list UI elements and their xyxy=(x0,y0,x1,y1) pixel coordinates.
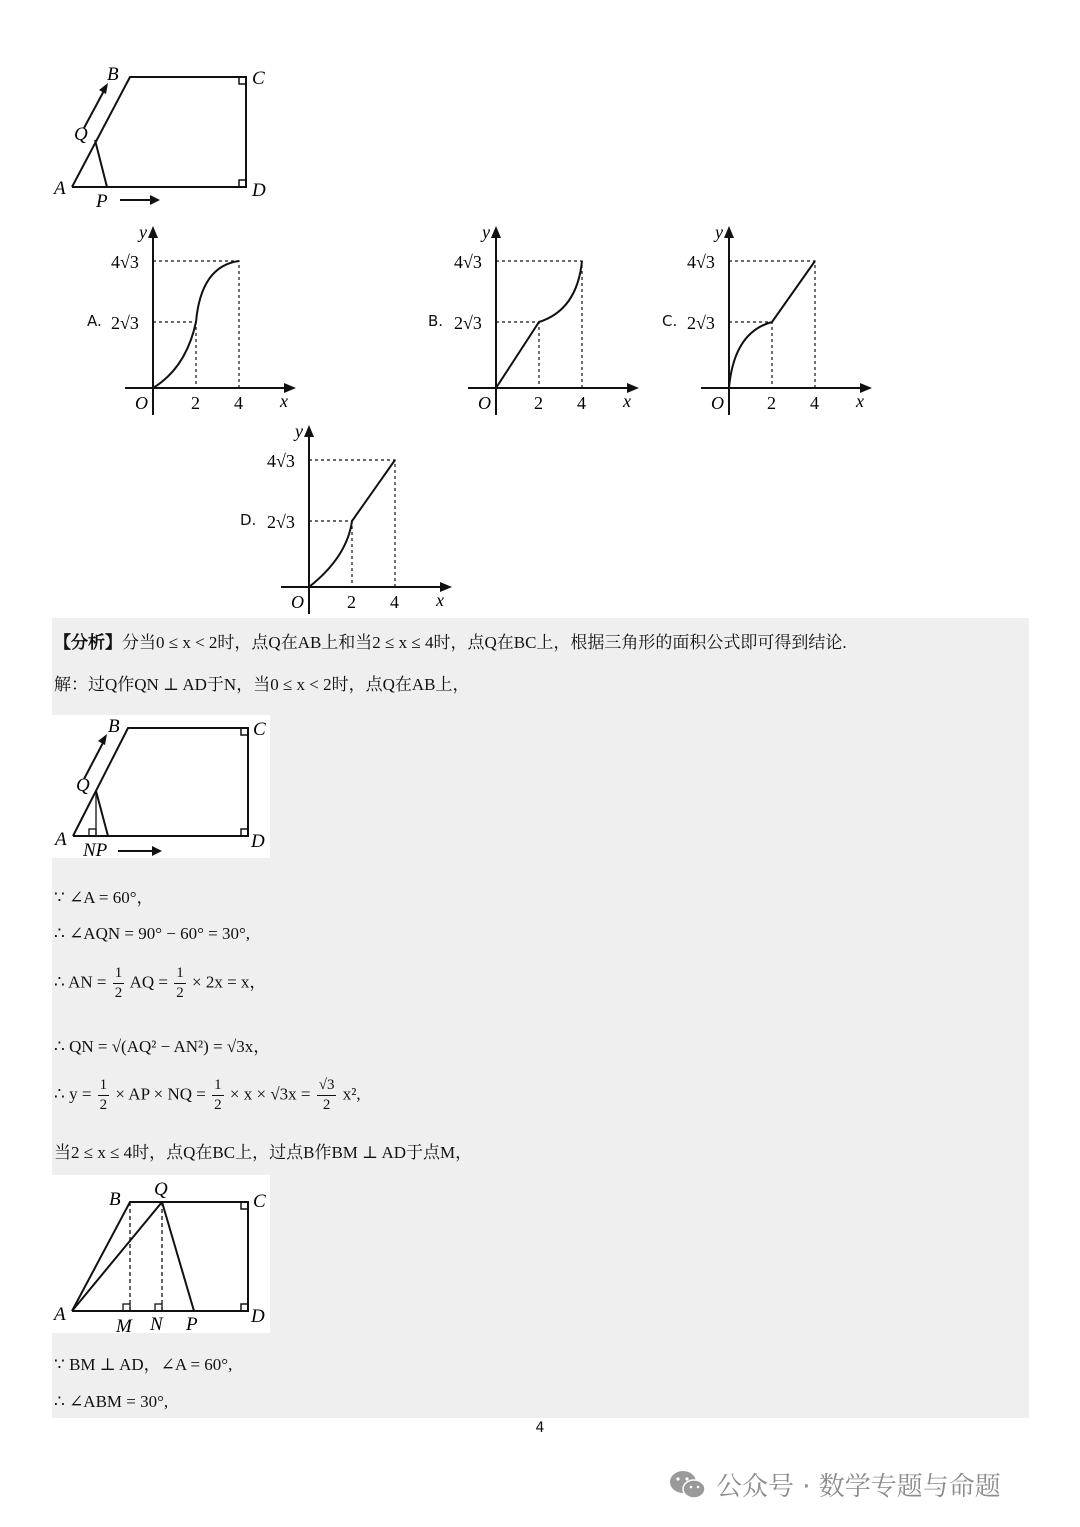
fraction-half: $\frac{1}{2}$ xyxy=(99,1077,108,1113)
option-b-label[interactable]: B. xyxy=(428,312,444,330)
label-a: A xyxy=(54,178,66,199)
guide-2 xyxy=(153,322,196,388)
tick-label-y-top: 4√3 xyxy=(267,451,295,471)
fraction-half: $\frac{1}{2}$ xyxy=(214,1077,222,1113)
label-np: NP xyxy=(83,840,108,858)
tick-label-x-4: 4 xyxy=(810,393,819,413)
label-b: B xyxy=(108,716,120,737)
label-b: B xyxy=(109,1189,121,1210)
label-d: D xyxy=(251,1306,265,1327)
x-axis-label: x xyxy=(856,391,864,411)
option-c-label[interactable]: C. xyxy=(662,312,678,330)
figure-trapezoid-case2 xyxy=(52,1175,270,1333)
label-q: Q xyxy=(154,1179,168,1200)
label-m: M xyxy=(116,1316,132,1333)
label-n: N xyxy=(150,1314,163,1333)
tick-label-x-4: 4 xyxy=(577,393,586,413)
option-a-label[interactable]: A. xyxy=(87,312,102,330)
solution-line-1: 解：过Q作QN ⊥ AD于N，当0 ≤ x < 2时，点Q在AB上， xyxy=(54,675,470,694)
x-axis-label: x xyxy=(623,391,631,411)
tick-label-x-2: 2 xyxy=(767,393,776,413)
tick-label-x-2: 2 xyxy=(534,393,543,413)
y-axis-arrow xyxy=(304,425,314,437)
label-c: C xyxy=(253,719,266,740)
x-axis-label: x xyxy=(436,590,444,610)
tick-label-y-mid: 2√3 xyxy=(687,313,715,333)
wechat-icon xyxy=(668,1469,708,1501)
function-curve xyxy=(729,261,815,388)
label-d: D xyxy=(251,831,265,852)
figure-trapezoid-main xyxy=(50,60,280,215)
figure-trapezoid-case1 xyxy=(52,715,270,858)
tick-label-x-4: 4 xyxy=(234,393,243,413)
function-curve xyxy=(496,261,582,388)
y-axis-label: y xyxy=(715,222,723,242)
tick-label-x-4: 4 xyxy=(390,592,399,612)
function-curve xyxy=(153,261,239,388)
solution-line-5: ∴ QN = √(AQ² − AN²) = √3x， xyxy=(54,1037,271,1056)
footer-text: 公众号 · 数学专题与命题 xyxy=(716,1472,1001,1502)
option-b-graph xyxy=(453,220,643,415)
option-a-graph xyxy=(110,220,300,415)
tick-label-x-2: 2 xyxy=(347,592,356,612)
option-c-graph xyxy=(686,220,876,415)
fraction-sqrt3-half: $\frac{√3}{2}$ xyxy=(318,1077,335,1113)
tick-label-y-mid: 2√3 xyxy=(267,512,295,532)
page-number: 4 xyxy=(535,1420,545,1436)
label-q: Q xyxy=(74,124,88,145)
analysis-text: 分当0 ≤ x < 2时，点Q在AB上和当2 ≤ x ≤ 4时，点Q在BC上，根据三角形的面积公式即可得到结论. xyxy=(122,633,847,652)
label-p: P xyxy=(186,1314,198,1333)
option-d-label[interactable]: D. xyxy=(240,511,257,529)
label-a: A xyxy=(55,829,67,850)
solution-line-4: ∴ AN = $\frac{1}{2}$ AQ = $\frac{1}{2}$ × 2x = x， xyxy=(54,965,267,1001)
y-axis-arrow xyxy=(491,226,501,238)
guide-2 xyxy=(309,521,352,587)
option-d-graph xyxy=(266,419,456,614)
x-axis-label: x xyxy=(280,391,288,411)
label-c: C xyxy=(253,1191,266,1212)
label-p: P xyxy=(96,191,108,212)
fraction-half: $\frac{1}{2}$ xyxy=(114,965,123,1001)
analysis-tag: 【分析】 xyxy=(54,633,122,653)
y-axis-arrow xyxy=(724,226,734,238)
solution-line-6: ∴ y = $\frac{1}{2}$ × AP × NQ = $\frac{1}{2}$ × x × √3x = $\frac{√3}{2}$ x², xyxy=(54,1077,361,1113)
label-d: D xyxy=(252,180,266,201)
origin-label: O xyxy=(478,393,491,413)
solution-line-9: ∴ ∠ABM = 30°, xyxy=(54,1392,169,1411)
tick-label-y-top: 4√3 xyxy=(454,252,482,272)
tick-label-y-top: 4√3 xyxy=(111,252,139,272)
footer-watermark xyxy=(668,1466,1001,1503)
tick-label-x-2: 2 xyxy=(191,393,200,413)
origin-label: O xyxy=(711,393,724,413)
label-q: Q xyxy=(76,775,90,796)
fraction-half: $\frac{1}{2}$ xyxy=(176,965,184,1001)
solution-line-2: ∵ ∠A = 60°， xyxy=(54,888,154,907)
tick-label-y-top: 4√3 xyxy=(687,252,715,272)
solution-line-3: ∴ ∠AQN = 90° − 60° = 30°, xyxy=(54,924,251,943)
origin-label: O xyxy=(291,592,304,612)
tick-label-y-mid: 2√3 xyxy=(111,313,139,333)
y-axis-arrow xyxy=(148,226,158,238)
tick-label-y-mid: 2√3 xyxy=(454,313,482,333)
solution-line-7: 当2 ≤ x ≤ 4时，点Q在BC上，过点B作BM ⊥ AD于点M， xyxy=(54,1143,473,1162)
y-axis-label: y xyxy=(482,222,490,242)
y-axis-label: y xyxy=(139,222,147,242)
label-c: C xyxy=(252,68,265,89)
analysis-line xyxy=(54,628,847,653)
function-curve xyxy=(309,460,395,587)
y-axis-label: y xyxy=(295,421,303,441)
label-b: B xyxy=(107,64,119,85)
solution-line-8: ∵ BM ⊥ AD，∠A = 60°, xyxy=(54,1355,233,1374)
origin-label: O xyxy=(135,393,148,413)
label-a: A xyxy=(54,1304,66,1325)
